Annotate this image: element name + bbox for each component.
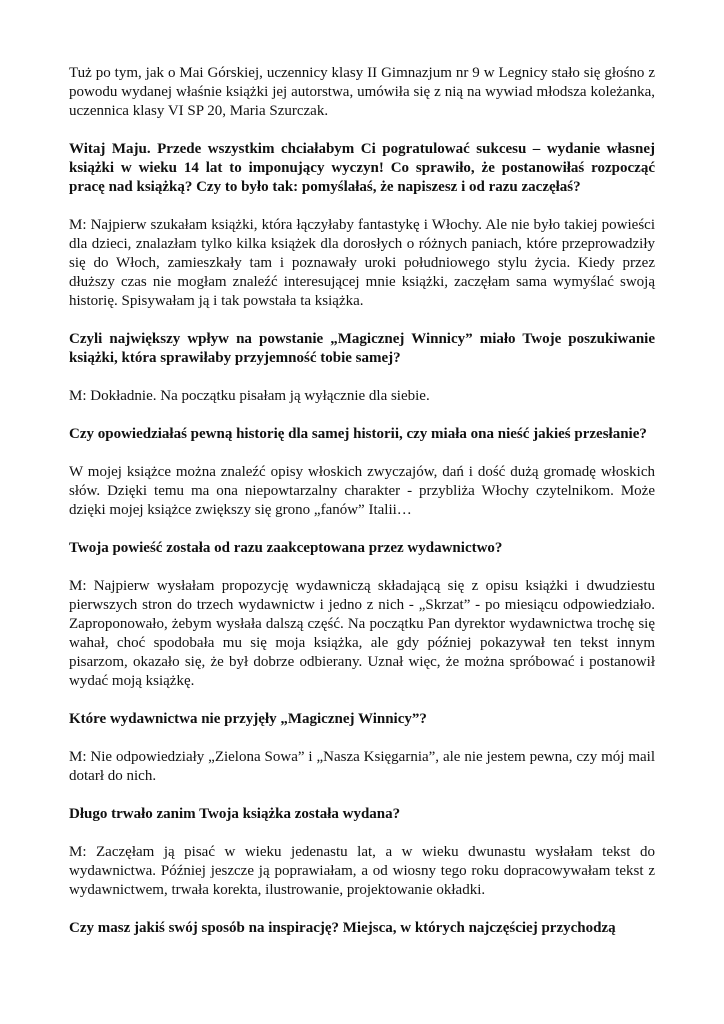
interview-answer: W mojej książce można znaleźć opisy włoskich zwyczajów, dań i dość dużą gromadę włoskich słów. Dzięki temu ma ona niepowtarzalny charakter - przybliża Włochy czytelnikom. Może dzięki mojej książce zwiększy się grono „fanów” Italii… bbox=[69, 464, 655, 518]
interview-answer: M: Zaczęłam ją pisać w wieku jedenastu lat, a w wieku dwunastu wysłałam tekst do wydawnictwa. Później jeszcze ją poprawiałam, a od wiosny tego roku dopracowywałam tekst z wydawnictwem, trwała korekta, ilustrowanie, projektowanie okładki. bbox=[69, 844, 655, 898]
interview-answer: M: Nie odpowiedziały „Zielona Sowa” i „Nasza Księgarnia”, ale nie jestem pewna, czy mój mail dotarł do nich. bbox=[69, 749, 655, 784]
interview-question: Czy masz jakiś swój sposób na inspirację? Miejsca, w których najczęściej przychodzą bbox=[69, 920, 616, 936]
interview-question: Które wydawnictwa nie przyjęły „Magicznej Winnicy”? bbox=[69, 711, 427, 727]
interview-answer: M: Dokładnie. Na początku pisałam ją wyłącznie dla siebie. bbox=[69, 388, 430, 404]
interview-question: Witaj Maju. Przede wszystkim chciałabym Ci pogratulować sukcesu – wydanie własnej książki w wieku 14 lat to imponujący wyczyn! Co sprawiło, że postanowiłaś rozpocząć pracę nad książką? Czy to było tak: pomyślałaś, że napiszesz i od razu zaczęłaś? bbox=[69, 141, 655, 195]
interview-question: Twoja powieść została od razu zaakceptowana przez wydawnictwo? bbox=[69, 540, 503, 556]
interview-answer: M: Najpierw wysłałam propozycję wydawniczą składającą się z opisu książki i dwudziestu pierwszych stron do trzech wydawnictw i jedno z nich - „Skrzat” - po miesiącu odpowiedziało. Zaproponowało, żebym wysłała dalszą część. Na początku Pan dyrektor wydawnictwa trochę się wahał, choć spodobała mu się moja książka, ale gdy później pokazywał ten tekst innym pisarzom, okazało się, że był dobrze odbierany. Uznał więc, że można spróbować i postanowił wydać moją książkę. bbox=[69, 578, 655, 689]
interview-question: Długo trwało zanim Twoja książka została wydana? bbox=[69, 806, 401, 822]
interview-answer: M: Najpierw szukałam książki, która łączyłaby fantastykę i Włochy. Ale nie było takiej powieści dla dzieci, znalazłam tylko kilka książek dla dorosłych o różnych paniach, które przeprowadziły się do Włoch, zamieszkały tam i poznawały uroki południowego stylu życia. Kiedy przez dłuższy czas nie mogłam znaleźć interesującej mnie książki, zaczęłam sama wymyślać swoją historię. Spisywałam ją i tak powstała ta książka. bbox=[69, 217, 655, 309]
intro-paragraph: Tuż po tym, jak o Mai Górskiej, uczennicy klasy II Gimnazjum nr 9 w Legnicy stało się głośno z powodu wydanej właśnie książki jej autorstwa, umówiła się z nią na wywiad młodsza koleżanka, uczennica klasy VI SP 20, Maria Szurczak. bbox=[69, 65, 655, 119]
interview-question: Czyli największy wpływ na powstanie „Magicznej Winnicy” miało Twoje poszukiwanie książki, która sprawiłaby przyjemność tobie samej? bbox=[69, 331, 655, 366]
interview-question: Czy opowiedziałaś pewną historię dla samej historii, czy miała ona nieść jakieś przesłanie? bbox=[69, 426, 647, 442]
document-page bbox=[69, 64, 655, 957]
